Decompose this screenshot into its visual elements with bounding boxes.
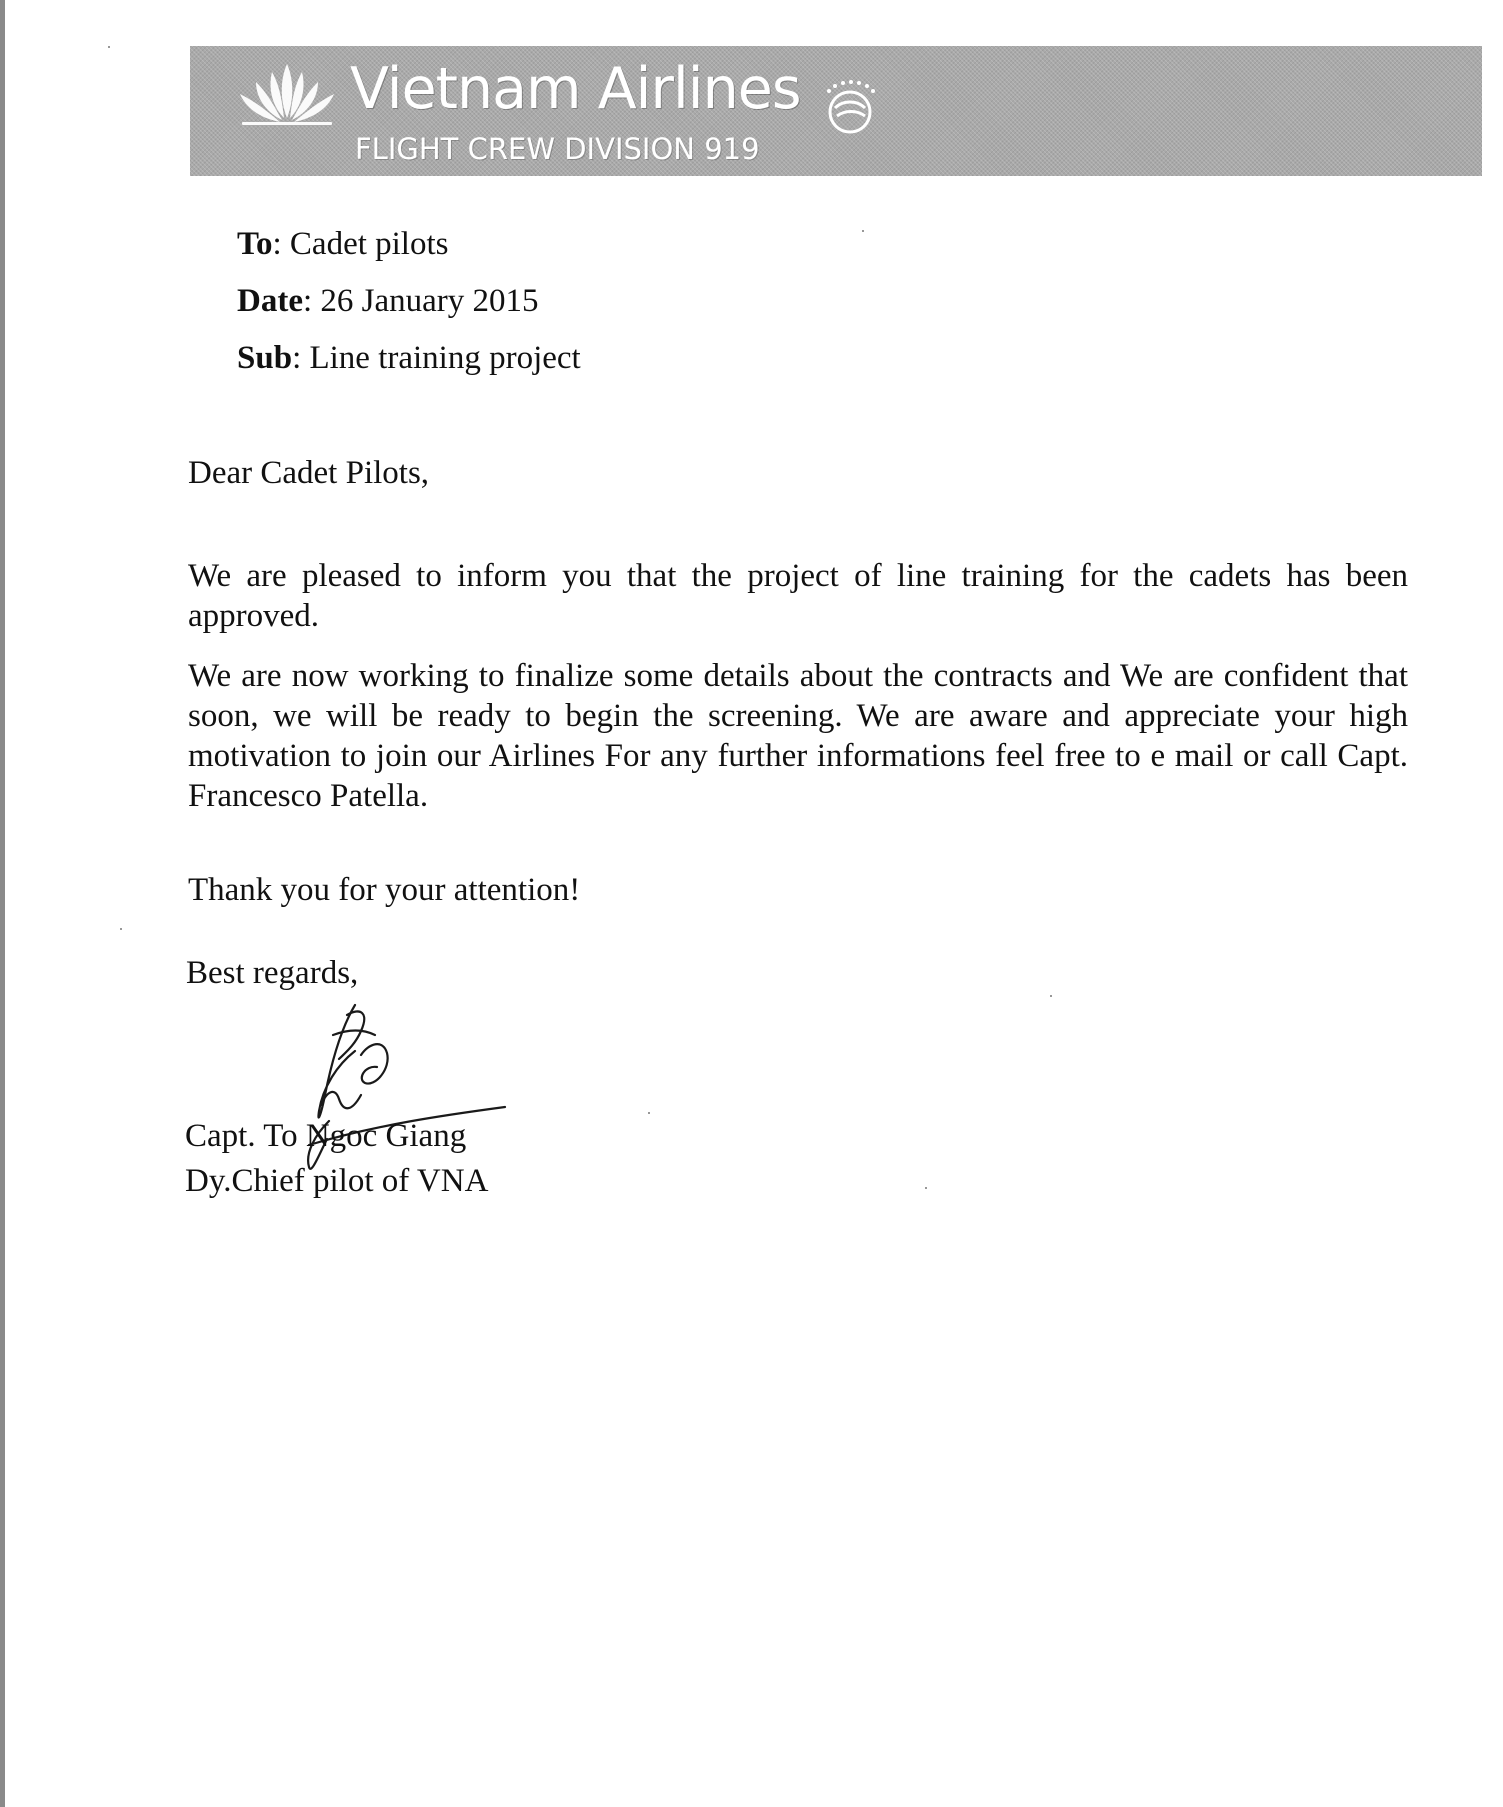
paragraph-2: We are now working to finalize some details about the contracts and We are confident that soon, we will be ready to begin the screening. We are aware and appreciate your high motivation to join our Airlines For any further informations feel free to e mail or call Capt. Francesco Patella. (188, 658, 1408, 814)
page-left-edge (0, 0, 5, 1807)
signature-icon (265, 995, 515, 1190)
scan-speck (1050, 995, 1052, 997)
skyteam-icon (815, 74, 885, 144)
thanks-line: Thank you for your attention! (188, 872, 581, 908)
division-name: FLIGHT CREW DIVISION 919 (355, 132, 760, 166)
salutation: Dear Cadet Pilots, (188, 455, 430, 491)
signatory-name: Capt. To Ngoc Giang (185, 1118, 467, 1154)
letterhead-banner (190, 46, 1482, 176)
sub-label: Sub (237, 340, 293, 376)
meta-date: Date: 26 January 2015 (237, 283, 539, 319)
lotus-logo-icon (232, 62, 342, 126)
brand-name: Vietnam Airlines (350, 56, 801, 122)
scan-speck (120, 928, 122, 930)
meta-subject: Sub: Line training project (237, 340, 581, 376)
sub-value: Line training project (309, 340, 581, 376)
to-label: To (237, 226, 273, 262)
signatory-title: Dy.Chief pilot of VNA (185, 1163, 489, 1199)
scan-speck (648, 1112, 650, 1114)
meta-to: To: Cadet pilots (237, 226, 449, 262)
scan-speck (925, 1187, 927, 1189)
to-value: Cadet pilots (289, 226, 449, 262)
scan-speck (108, 46, 110, 48)
date-label: Date (237, 283, 303, 319)
scan-speck (862, 230, 864, 232)
closing-line: Best regards, (186, 955, 359, 991)
date-value: 26 January 2015 (320, 283, 539, 319)
paragraph-1: We are pleased to inform you that the project of line training for the cadets has been approved. (188, 558, 1408, 634)
